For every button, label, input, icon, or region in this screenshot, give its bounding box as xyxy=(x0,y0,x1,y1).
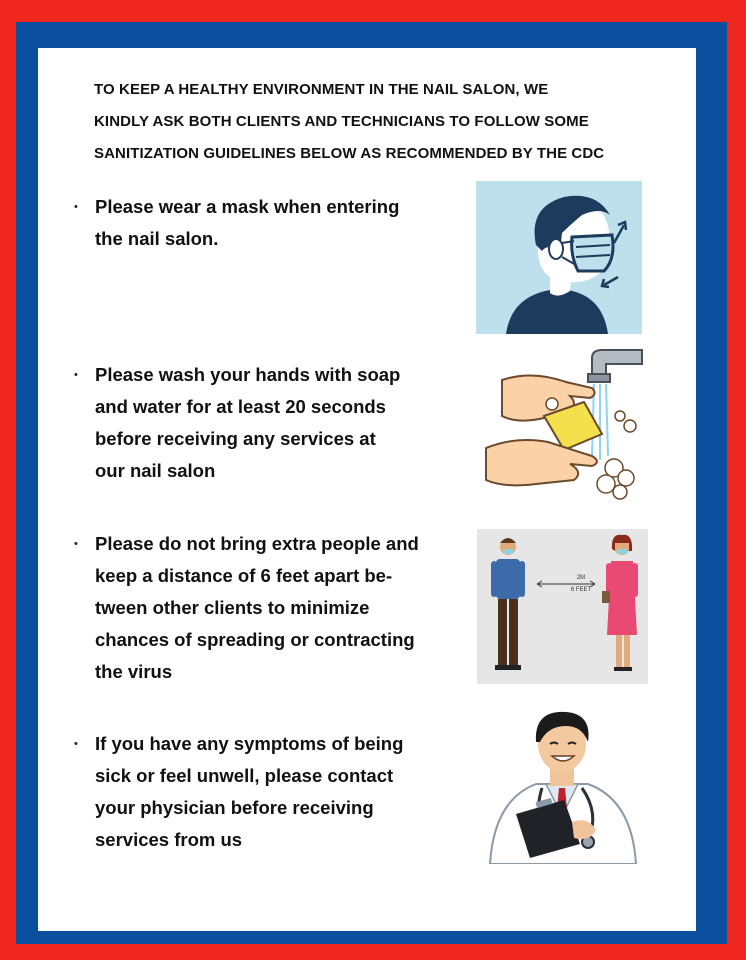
guideline-text xyxy=(95,191,445,255)
distance-label-feet: 6 FEET xyxy=(570,587,592,593)
guideline-text xyxy=(95,528,445,688)
guideline-line: keep a distance of 6 feet apart be- xyxy=(95,565,393,586)
bullet: • xyxy=(74,201,78,213)
guideline-text xyxy=(95,359,445,487)
hand-washing-icon xyxy=(474,344,649,504)
guideline-text xyxy=(95,728,445,856)
guideline-line: tween other clients to minimize xyxy=(95,597,370,618)
guideline-line: your physician before receiving xyxy=(95,797,374,818)
guideline-line: Please do not bring extra people and xyxy=(95,533,419,554)
distance-label-meters: 2M xyxy=(576,575,586,581)
guideline-line: chances of spreading or contracting xyxy=(95,629,415,650)
guideline-line: services from us xyxy=(95,829,243,850)
bullet: • xyxy=(74,738,78,750)
guideline-line: Please wear a mask when entering xyxy=(95,196,400,217)
guideline-line: before receiving any services at xyxy=(95,428,376,449)
bullet: • xyxy=(74,538,78,550)
guideline-line: our nail salon xyxy=(95,460,216,481)
heading-line-1: TO KEEP A HEALTHY ENVIRONMENT IN THE NAIL SALON, WE xyxy=(94,81,549,98)
doctor-icon xyxy=(476,704,648,864)
heading-line-3: SANITIZATION GUIDELINES BELOW AS RECOMMENDED BY THE CDC xyxy=(94,145,605,162)
notice-sheet xyxy=(38,48,696,931)
guideline-line: sick or feel unwell, please contact xyxy=(95,765,394,786)
guideline-line: Please wash your hands with soap xyxy=(95,364,401,385)
social-distancing-icon xyxy=(477,529,648,684)
bullet: • xyxy=(74,369,78,381)
notice-heading xyxy=(94,74,654,170)
guideline-line: If you have any symptoms of being xyxy=(95,733,404,754)
heading-line-2: KINDLY ASK BOTH CLIENTS AND TECHNICIANS TO FOLLOW SOME xyxy=(94,113,589,130)
mask-wearing-person-icon xyxy=(476,181,642,334)
guideline-line: the virus xyxy=(95,661,173,682)
guideline-line: and water for at least 20 seconds xyxy=(95,396,386,417)
guideline-line: the nail salon. xyxy=(95,228,219,249)
